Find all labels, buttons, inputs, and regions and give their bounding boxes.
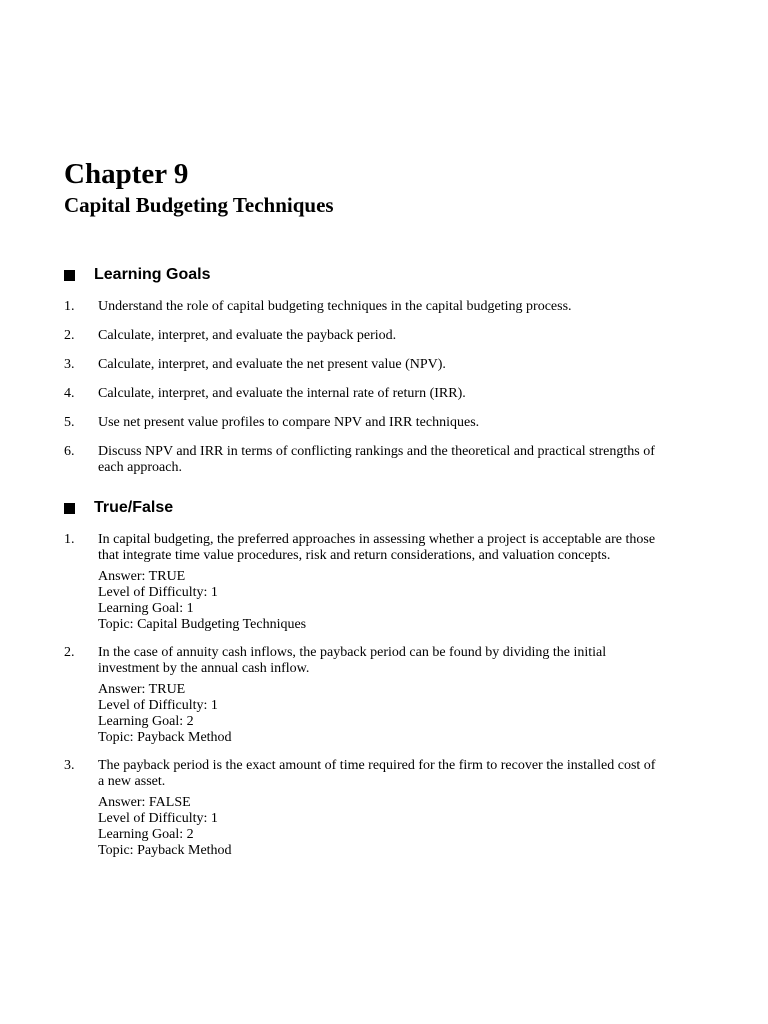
list-item bbox=[64, 299, 664, 315]
answer-block bbox=[98, 682, 664, 746]
item-text: Calculate, interpret, and evaluate the payback period. bbox=[98, 328, 397, 343]
answer-block bbox=[98, 795, 664, 859]
item-text: Discuss NPV and IRR in terms of conflicting rankings and the theoretical and practical strengths of each approach. bbox=[98, 444, 655, 475]
answer-line: Answer: TRUE bbox=[98, 569, 186, 584]
item-number: 2. bbox=[64, 328, 75, 343]
list-item bbox=[64, 328, 664, 344]
square-bullet-icon bbox=[64, 270, 75, 281]
list-item bbox=[64, 386, 664, 402]
learning-goals-heading bbox=[64, 265, 210, 285]
learning-goals-list bbox=[64, 299, 664, 489]
difficulty-line: Level of Difficulty: 1 bbox=[98, 585, 218, 600]
list-item bbox=[64, 357, 664, 373]
question-text: In the case of annuity cash inflows, the payback period can be found by dividing the initial investment by the annual cash inflow. bbox=[98, 645, 607, 676]
item-number: 3. bbox=[64, 758, 75, 773]
item-text: Understand the role of capital budgeting techniques in the capital budgeting process. bbox=[98, 299, 572, 314]
question-body bbox=[98, 532, 664, 633]
topic-line: Topic: Payback Method bbox=[98, 843, 232, 858]
item-text: Calculate, interpret, and evaluate the net present value (NPV). bbox=[98, 357, 446, 372]
learning-goal-line: Learning Goal: 1 bbox=[98, 601, 194, 616]
question-text: The payback period is the exact amount of time required for the firm to recover the installed cost of a new asset. bbox=[98, 758, 656, 789]
question-body bbox=[98, 758, 664, 859]
learning-goal-line: Learning Goal: 2 bbox=[98, 827, 194, 842]
item-number: 4. bbox=[64, 386, 75, 401]
section-heading-label: Learning Goals bbox=[94, 266, 211, 283]
true-false-heading bbox=[64, 498, 173, 518]
chapter-title: Chapter 9 bbox=[64, 158, 189, 190]
answer-line: Answer: FALSE bbox=[98, 795, 191, 810]
item-text: Use net present value profiles to compare NPV and IRR techniques. bbox=[98, 415, 480, 430]
learning-goal-line: Learning Goal: 2 bbox=[98, 714, 194, 729]
item-number: 5. bbox=[64, 415, 75, 430]
topic-line: Topic: Capital Budgeting Techniques bbox=[98, 617, 307, 632]
item-text: Calculate, interpret, and evaluate the internal rate of return (IRR). bbox=[98, 386, 466, 401]
item-number: 2. bbox=[64, 645, 75, 660]
section-heading-label: True/False bbox=[94, 499, 174, 516]
question-text: In capital budgeting, the preferred approaches in assessing whether a project is acceptable are those that integrate time value procedures, risk and return considerations, and valuation concepts. bbox=[98, 532, 656, 563]
square-bullet-icon bbox=[64, 503, 75, 514]
list-item bbox=[64, 444, 664, 476]
true-false-list bbox=[64, 532, 664, 871]
question-body bbox=[98, 645, 664, 746]
item-number: 1. bbox=[64, 299, 75, 314]
answer-line: Answer: TRUE bbox=[98, 682, 186, 697]
topic-line: Topic: Payback Method bbox=[98, 730, 232, 745]
list-item bbox=[64, 415, 664, 431]
question-item bbox=[64, 758, 664, 859]
item-number: 1. bbox=[64, 532, 75, 547]
difficulty-line: Level of Difficulty: 1 bbox=[98, 811, 218, 826]
difficulty-line: Level of Difficulty: 1 bbox=[98, 698, 218, 713]
chapter-subtitle: Capital Budgeting Techniques bbox=[64, 193, 334, 217]
question-item bbox=[64, 532, 664, 633]
answer-block bbox=[98, 569, 664, 633]
item-number: 6. bbox=[64, 444, 75, 459]
question-item bbox=[64, 645, 664, 746]
item-number: 3. bbox=[64, 357, 75, 372]
